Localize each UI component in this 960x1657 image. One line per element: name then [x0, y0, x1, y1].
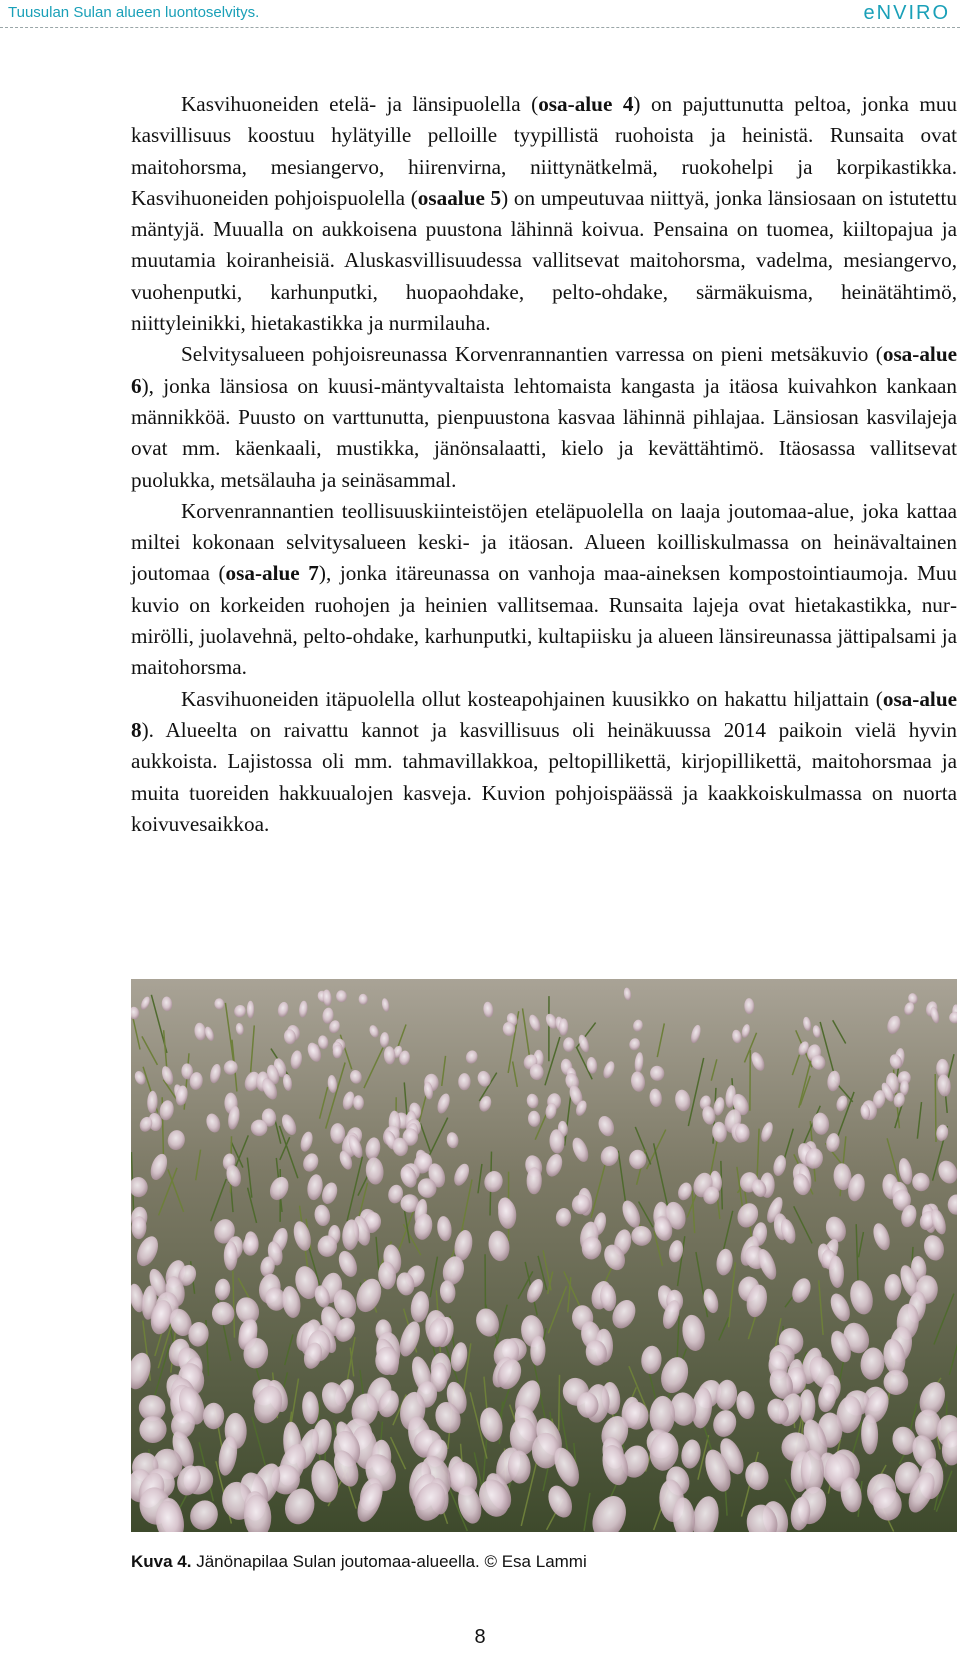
caption-label: Kuva 4. — [131, 1552, 192, 1571]
sub-area-label: osa-alue 7 — [225, 561, 319, 586]
text-run: ), jonka länsiosa on kuusi-mäntyvaltaista lehtomaista kangasta ja itäosa kuivahkon kankaan männikköä. Puusto on varttunutta, pienpuustona kasvaa lähinnä pihlajaa. Länsiosan kasvilajeja ovat mm. käenkaali, mustikka, jänönsalaatti, kielo ja kevättähtimö. Itäosassa vallitsevat puolukka, metsälauha ja seinäsammal. — [131, 373, 957, 492]
sub-area-label: osaalue 5 — [417, 185, 502, 210]
hares-foot-clover-photo — [131, 979, 957, 1532]
sub-area-label: osa-alue 4 — [538, 92, 634, 116]
caption-text: Jänönapilaa Sulan joutomaa-alueella. © Esa Lammi — [191, 1552, 587, 1571]
paragraph — [131, 496, 957, 684]
sub-area-label: osa-alue 8 — [131, 686, 957, 742]
text-run: ) on umpeutuvaa niittyä, jonka länsiosaan on istutettu mäntyjä. Muualla on aukkoisena puustona lähinnä koivua. Pensaina on tuomea, kiiltopajua ja muutamia koiranheisiä. Aluskasvillisuudessa vallitsevat maitohorsma, vadelma, mesiangervo, vuohenputki, karhunputki, huopaohdake, pelto-ohdake, särmäkuisma, heinätähtimö, niittyleinikki, hietakastikka ja nurmilauha. — [131, 185, 957, 336]
text-run: Kasvihuoneiden itäpuolella ollut kosteapohjainen kuusikko on hakattu hiljattain ( — [181, 686, 883, 711]
page-number: 8 — [474, 1626, 486, 1648]
paragraph — [131, 339, 957, 495]
figure-caption — [131, 1552, 587, 1572]
text-run: ) on pajuttunutta peltoa, jonka muu kasvillisuus koostuu hylätyille pelloille tyypillistä ruohoista ja heinistä. Runsaita ovat maitohorsma, mesiangervo, hiirenvirna, niittynätkelmä, ruokohelpi ja korpikastikka. Kasvihuoneiden pohjoispuolella ( — [131, 92, 958, 210]
paragraph — [131, 89, 957, 339]
enviro-logo: eNVIRO — [863, 2, 950, 24]
text-run: ). Alueelta on raivattu kannot ja kasvillisuus oli heinäkuussa 2014 paikoin vielä hyvin aukkoista. Lajistossa oli mm. tahmavillakkoa, peltopillikettä, kirjopillikettä, maitohorsmaa ja muita tuoreiden hakkuualojen kasveja. Kuvion pohjoispäässä ja kaakkoiskulmassa on nuorta koivuvesaikkoa. — [131, 717, 957, 836]
text-run: Selvitysalueen pohjoisreunassa Korvenrannantien varressa on pieni metsäkuvio ( — [181, 342, 883, 367]
header-title: Tuusulan Sulan alueen luontoselvitys. — [8, 4, 260, 21]
sub-area-label: osa-alue 6 — [131, 342, 957, 398]
page-header — [0, 0, 960, 30]
header-divider — [0, 27, 960, 28]
paragraph — [131, 684, 957, 840]
text-run: ), jonka itäreunassa on vanhoja maa-aineksen kompostointiaumoja. Muu kuvio on korkeiden ruohojen ja heinien vallitsemaa. Runsaita lajeja ovat hietakastikka, nurmirölli, juolavehnä, pelto-ohdake, karhunputki, kultapiisku ja alueen länsireunassa jättipalsami ja maitohorsma. — [131, 561, 957, 680]
figure-photo — [131, 979, 957, 1532]
body-text — [131, 89, 957, 840]
text-run: Kasvihuoneiden etelä- ja länsipuolella ( — [181, 92, 539, 116]
text-run: Korvenrannantien teollisuuskiinteistöjen eteläpuolella on laaja joutomaa-alue, joka kattaa miltei kokonaan selvitysalueen keski- ja itäosan. Alueen koilliskulmassa on heinävaltainen joutomaa ( — [131, 498, 957, 586]
